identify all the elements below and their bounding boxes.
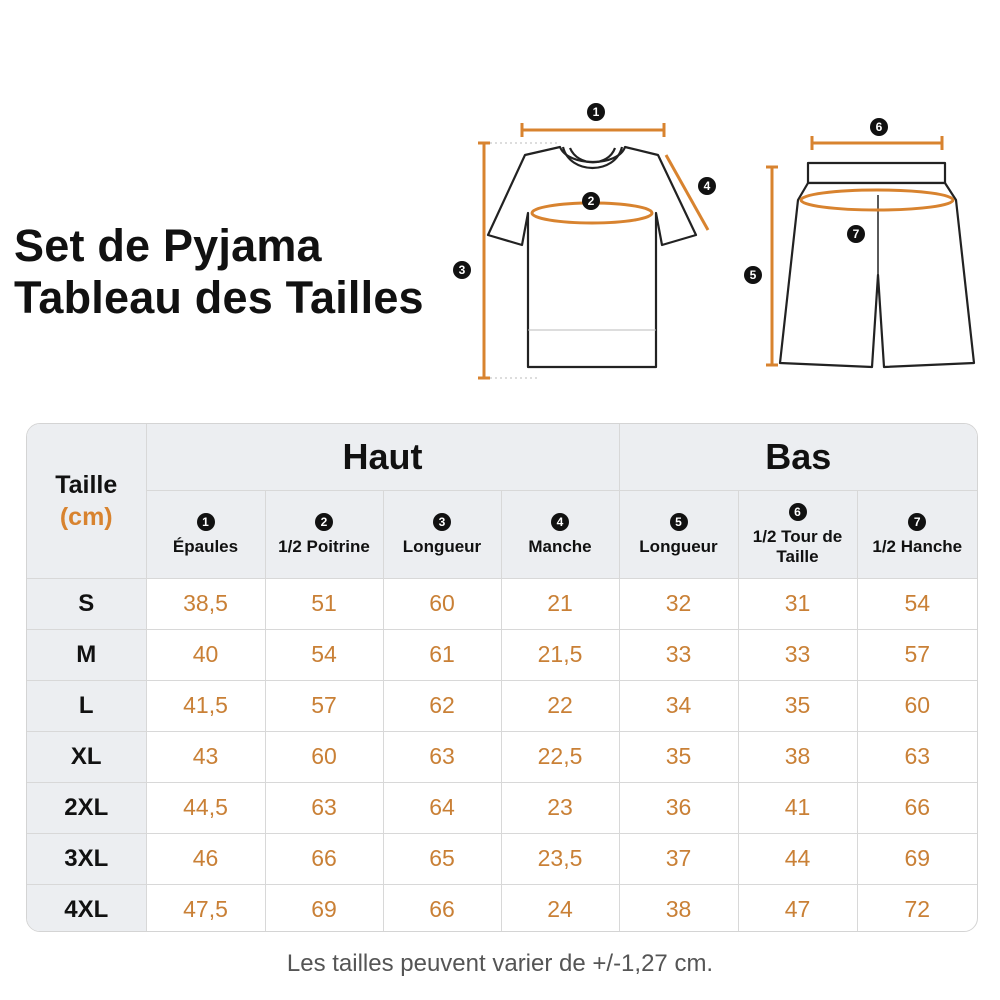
column-label: 1/2 Poitrine <box>278 537 370 556</box>
measurement-value: 54 <box>857 578 977 629</box>
table-row <box>27 629 977 680</box>
measurement-value: 24 <box>501 884 619 932</box>
column-header <box>857 490 977 578</box>
measurement-value: 57 <box>857 629 977 680</box>
measurement-value: 38 <box>619 884 738 932</box>
unit-label: (cm) <box>59 502 113 531</box>
measurement-value: 47 <box>738 884 857 932</box>
measurement-value: 54 <box>265 629 383 680</box>
column-header <box>146 490 265 578</box>
size-table <box>26 423 978 932</box>
table-row <box>27 680 977 731</box>
measurement-value: 21,5 <box>501 629 619 680</box>
column-label: 1/2 Hanche <box>872 537 963 556</box>
measurement-value: 31 <box>738 578 857 629</box>
measurement-value: 66 <box>857 782 977 833</box>
measurement-value: 23 <box>501 782 619 833</box>
measurement-value: 32 <box>619 578 738 629</box>
garment-diagram <box>440 95 985 385</box>
size-label: 2XL <box>27 782 146 833</box>
marker-7 <box>847 225 865 243</box>
measurement-value: 65 <box>383 833 501 884</box>
measurement-value: 69 <box>857 833 977 884</box>
shorts-illustration <box>780 163 974 367</box>
svg-text:1: 1 <box>592 105 600 119</box>
measurement-value: 63 <box>383 731 501 782</box>
table-row <box>27 884 977 932</box>
group-header-bottom: Bas <box>619 424 977 490</box>
measurement-value: 38,5 <box>146 578 265 629</box>
measurement-value: 23,5 <box>501 833 619 884</box>
taille-header <box>27 424 146 578</box>
column-marker: 6 <box>789 503 807 521</box>
chart-title <box>14 220 484 324</box>
size-label: S <box>27 578 146 629</box>
column-header <box>265 490 383 578</box>
title-line-2: Tableau des Tailles <box>14 272 424 323</box>
column-label: Longueur <box>402 537 482 556</box>
size-label: XL <box>27 731 146 782</box>
size-label: L <box>27 680 146 731</box>
measurement-value: 22 <box>501 680 619 731</box>
measurement-value: 41 <box>738 782 857 833</box>
table-row <box>27 578 977 629</box>
measurement-value: 41,5 <box>146 680 265 731</box>
measurement-value: 46 <box>146 833 265 884</box>
column-label: Épaules <box>172 537 239 556</box>
svg-text:3: 3 <box>458 263 466 277</box>
measurement-value: 66 <box>383 884 501 932</box>
marker-5 <box>744 266 762 284</box>
measurement-value: 33 <box>619 629 738 680</box>
measurement-value: 51 <box>265 578 383 629</box>
column-marker: 1 <box>197 513 215 531</box>
measurement-value: 33 <box>738 629 857 680</box>
tshirt-illustration <box>488 147 696 367</box>
measurement-value: 36 <box>619 782 738 833</box>
measurement-value: 44 <box>738 833 857 884</box>
measurement-value: 66 <box>265 833 383 884</box>
column-label: Manche <box>528 537 592 556</box>
measurement-value: 64 <box>383 782 501 833</box>
svg-text:4: 4 <box>703 179 711 193</box>
measurement-value: 21 <box>501 578 619 629</box>
measurement-value: 60 <box>857 680 977 731</box>
column-marker: 5 <box>670 513 688 531</box>
measurement-value: 22,5 <box>501 731 619 782</box>
title-line-1: Set de Pyjama <box>14 220 322 271</box>
column-marker: 7 <box>908 513 926 531</box>
measurement-value: 60 <box>383 578 501 629</box>
table-body <box>27 578 977 932</box>
measurement-value: 63 <box>857 731 977 782</box>
measurement-value: 72 <box>857 884 977 932</box>
measurement-value: 69 <box>265 884 383 932</box>
taille-label: Taille <box>55 470 118 499</box>
column-header <box>383 490 501 578</box>
column-label: Longueur <box>639 537 718 556</box>
marker-3 <box>453 261 471 279</box>
measurement-value: 35 <box>619 731 738 782</box>
size-label: 3XL <box>27 833 146 884</box>
measurement-value: 61 <box>383 629 501 680</box>
column-marker: 4 <box>551 513 569 531</box>
table-row <box>27 833 977 884</box>
group-header-top: Haut <box>146 424 619 490</box>
column-label: 1/2 Tour de Taille <box>752 527 843 566</box>
marker-1 <box>587 103 605 121</box>
measurement-value: 35 <box>738 680 857 731</box>
svg-text:5: 5 <box>749 268 757 282</box>
marker-6 <box>870 118 888 136</box>
measurement-value: 38 <box>738 731 857 782</box>
svg-text:7: 7 <box>852 227 860 241</box>
measurement-value: 47,5 <box>146 884 265 932</box>
measurement-value: 62 <box>383 680 501 731</box>
marker-4 <box>698 177 716 195</box>
measurement-value: 40 <box>146 629 265 680</box>
svg-text:2: 2 <box>587 194 595 208</box>
measurement-value: 57 <box>265 680 383 731</box>
marker-2 <box>582 192 600 210</box>
column-marker: 3 <box>433 513 451 531</box>
measurement-value: 63 <box>265 782 383 833</box>
column-marker: 2 <box>315 513 333 531</box>
svg-text:6: 6 <box>875 120 883 134</box>
size-label: M <box>27 629 146 680</box>
measurement-value: 37 <box>619 833 738 884</box>
column-header <box>738 490 857 578</box>
table-row <box>27 731 977 782</box>
measurement-value: 60 <box>265 731 383 782</box>
size-label: 4XL <box>27 884 146 932</box>
measurement-value: 43 <box>146 731 265 782</box>
table-row <box>27 782 977 833</box>
column-header <box>619 490 738 578</box>
measurement-value: 44,5 <box>146 782 265 833</box>
column-header <box>501 490 619 578</box>
footnote: Les tailles peuvent varier de +/-1,27 cm. <box>286 950 714 977</box>
measurement-value: 34 <box>619 680 738 731</box>
